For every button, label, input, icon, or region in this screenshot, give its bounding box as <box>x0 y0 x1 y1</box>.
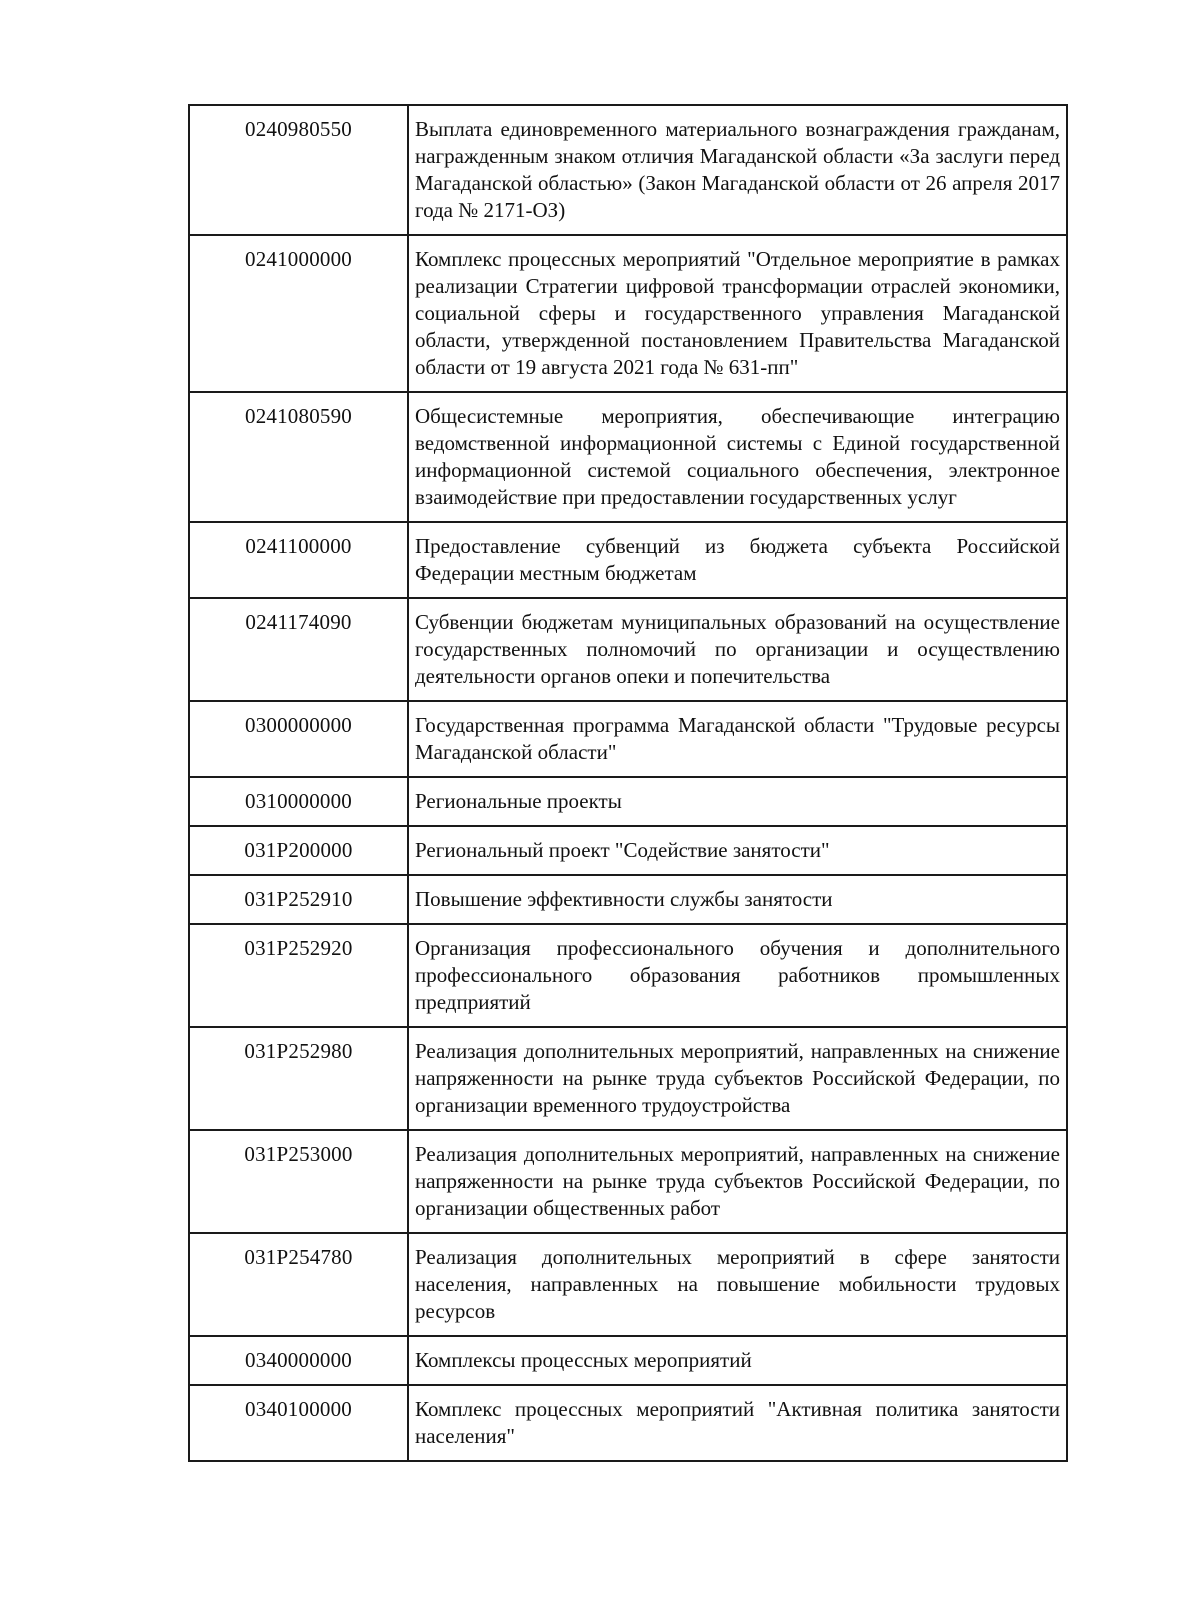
code-cell: 0340000000 <box>189 1336 408 1385</box>
code-cell: 031P254780 <box>189 1233 408 1336</box>
description-cell: Реализация дополнительных мероприятий, направленных на снижение напряженности на рынке труда субъектов Российской Федерации, по организации общественных работ <box>408 1130 1067 1233</box>
code-cell: 031P252920 <box>189 924 408 1027</box>
description-cell: Предоставление субвенций из бюджета субъекта Российской Федерации местным бюджетам <box>408 522 1067 598</box>
table-row <box>189 924 1067 1027</box>
description-cell: Государственная программа Магаданской области "Трудовые ресурсы Магаданской области" <box>408 701 1067 777</box>
code-cell: 031P200000 <box>189 826 408 875</box>
table-row <box>189 701 1067 777</box>
description-cell: Организация профессионального обучения и дополнительного профессионального образования работников промышленных предприятий <box>408 924 1067 1027</box>
table-row <box>189 1130 1067 1233</box>
code-cell: 0340100000 <box>189 1385 408 1461</box>
table-row <box>189 826 1067 875</box>
table-row <box>189 1233 1067 1336</box>
description-cell: Повышение эффективности службы занятости <box>408 875 1067 924</box>
description-cell: Общесистемные мероприятия, обеспечивающие интеграцию ведомственной информационной системы с Единой государственной информационной системой социального обеспечения, электронное взаимодействие при предоставлении государственных услуг <box>408 392 1067 522</box>
table-row <box>189 598 1067 701</box>
table-row <box>189 1027 1067 1130</box>
description-cell: Реализация дополнительных мероприятий в сфере занятости населения, направленных на повышение мобильности трудовых ресурсов <box>408 1233 1067 1336</box>
code-cell: 031P252910 <box>189 875 408 924</box>
description-cell: Региональные проекты <box>408 777 1067 826</box>
code-cell: 0241080590 <box>189 392 408 522</box>
description-cell: Реализация дополнительных мероприятий, направленных на снижение напряженности на рынке труда субъектов Российской Федерации, по организации временного трудоустройства <box>408 1027 1067 1130</box>
table-row <box>189 875 1067 924</box>
budget-codes-table <box>188 104 1068 1462</box>
code-cell: 0241000000 <box>189 235 408 392</box>
description-cell: Комплекс процессных мероприятий "Отдельное мероприятие в рамках реализации Стратегии цифровой трансформации отраслей экономики, социальной сферы и государственного управления Магаданской области, утвержденной постановлением Правительства Магаданской области от 19 августа 2021 года № 631-пп" <box>408 235 1067 392</box>
description-cell: Региональный проект "Содействие занятости" <box>408 826 1067 875</box>
table-row <box>189 522 1067 598</box>
description-cell: Комплексы процессных мероприятий <box>408 1336 1067 1385</box>
table-row <box>189 105 1067 235</box>
code-cell: 031P252980 <box>189 1027 408 1130</box>
table-row <box>189 392 1067 522</box>
code-cell: 0310000000 <box>189 777 408 826</box>
table-row <box>189 235 1067 392</box>
description-cell: Комплекс процессных мероприятий "Активная политика занятости населения" <box>408 1385 1067 1461</box>
code-cell: 031P253000 <box>189 1130 408 1233</box>
code-cell: 0240980550 <box>189 105 408 235</box>
description-cell: Субвенции бюджетам муниципальных образований на осуществление государственных полномочий по организации и осуществлению деятельности органов опеки и попечительства <box>408 598 1067 701</box>
description-cell: Выплата единовременного материального вознаграждения гражданам, награжденным знаком отличия Магаданской области «За заслуги перед Магаданской областью» (Закон Магаданской области от 26 апреля 2017 года № 2171-ОЗ) <box>408 105 1067 235</box>
table-row <box>189 1336 1067 1385</box>
code-cell: 0300000000 <box>189 701 408 777</box>
table-row <box>189 777 1067 826</box>
code-cell: 0241174090 <box>189 598 408 701</box>
code-cell: 0241100000 <box>189 522 408 598</box>
table-row <box>189 1385 1067 1461</box>
